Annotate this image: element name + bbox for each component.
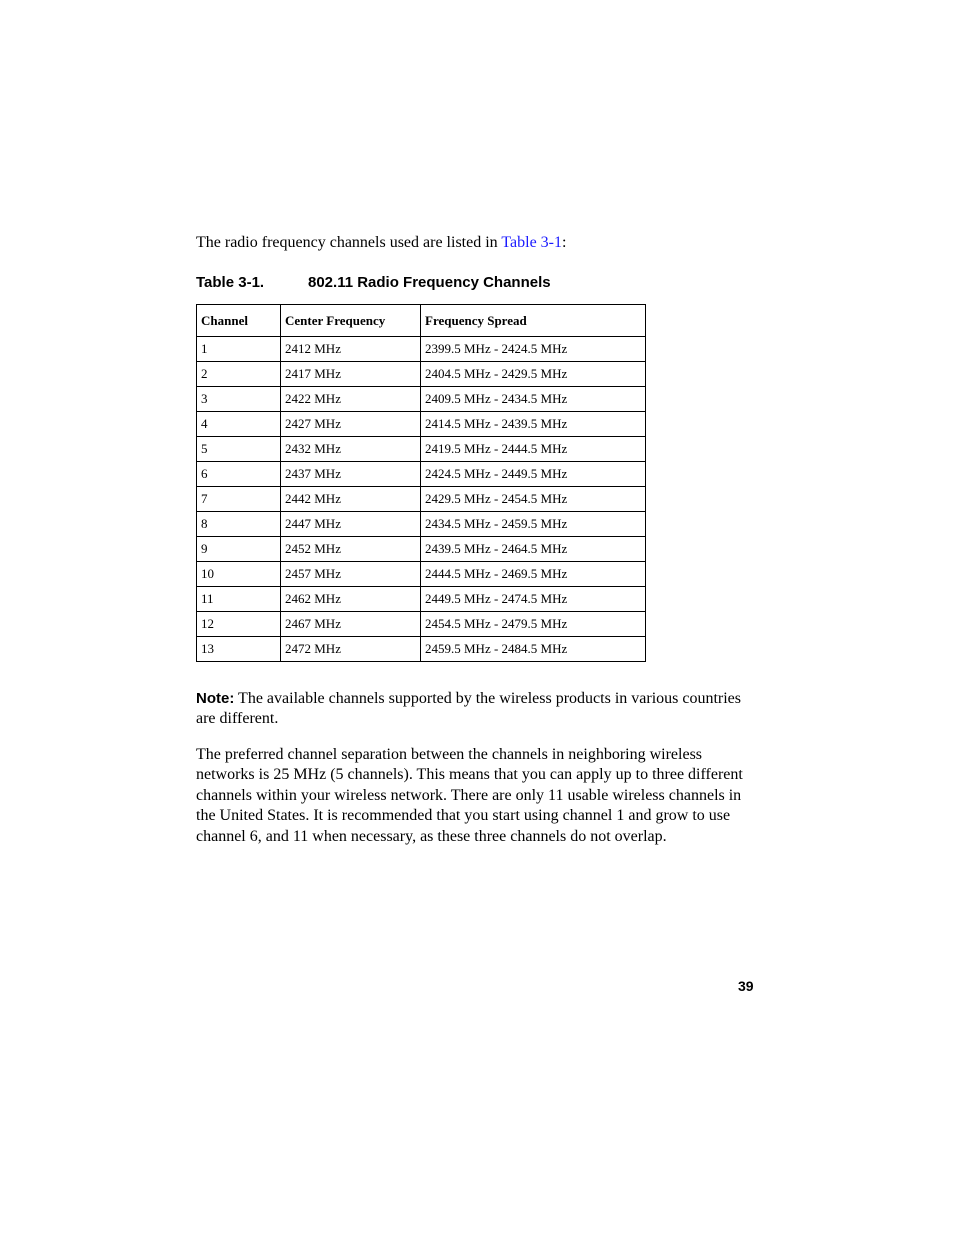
table-row (197, 587, 646, 612)
cell-frequency-spread: 2424.5 MHz - 2449.5 MHz (421, 462, 646, 487)
frequency-table (196, 304, 646, 662)
table-row (197, 412, 646, 437)
cell-center-frequency: 2457 MHz (281, 562, 421, 587)
cell-channel: 2 (197, 362, 281, 387)
note-label: Note: (196, 690, 235, 707)
cell-center-frequency: 2422 MHz (281, 387, 421, 412)
table-row (197, 362, 646, 387)
cell-channel: 1 (197, 337, 281, 362)
cell-channel: 12 (197, 612, 281, 637)
cell-channel: 10 (197, 562, 281, 587)
cell-frequency-spread: 2409.5 MHz - 2434.5 MHz (421, 387, 646, 412)
table-row (197, 487, 646, 512)
cell-center-frequency: 2462 MHz (281, 587, 421, 612)
cell-frequency-spread: 2404.5 MHz - 2429.5 MHz (421, 362, 646, 387)
table-row (197, 337, 646, 362)
intro-sentence (196, 232, 566, 254)
cell-channel: 5 (197, 437, 281, 462)
cell-frequency-spread: 2399.5 MHz - 2424.5 MHz (421, 337, 646, 362)
table-row (197, 637, 646, 662)
table-row (197, 562, 646, 587)
cell-center-frequency: 2432 MHz (281, 437, 421, 462)
table-body (197, 337, 646, 662)
cell-center-frequency: 2472 MHz (281, 637, 421, 662)
note-text: The available channels supported by the wireless products in various countries are different. (196, 690, 742, 727)
table-3-1-link[interactable]: Table 3-1 (501, 234, 563, 251)
cell-frequency-spread: 2414.5 MHz - 2439.5 MHz (421, 412, 646, 437)
cell-channel: 7 (197, 487, 281, 512)
cell-frequency-spread: 2434.5 MHz - 2459.5 MHz (421, 512, 646, 537)
cell-center-frequency: 2447 MHz (281, 512, 421, 537)
cell-center-frequency: 2427 MHz (281, 412, 421, 437)
intro-text: The radio frequency channels used are listed in (196, 234, 502, 251)
header-channel: Channel (197, 305, 281, 337)
cell-channel: 4 (197, 412, 281, 437)
cell-frequency-spread: 2439.5 MHz - 2464.5 MHz (421, 537, 646, 562)
cell-channel: 3 (197, 387, 281, 412)
cell-frequency-spread: 2454.5 MHz - 2479.5 MHz (421, 612, 646, 637)
table-row (197, 537, 646, 562)
page-number: 39 (738, 978, 754, 994)
cell-center-frequency: 2417 MHz (281, 362, 421, 387)
cell-frequency-spread: 2444.5 MHz - 2469.5 MHz (421, 562, 646, 587)
table-row (197, 512, 646, 537)
cell-frequency-spread: 2449.5 MHz - 2474.5 MHz (421, 587, 646, 612)
table-row (197, 462, 646, 487)
cell-frequency-spread: 2419.5 MHz - 2444.5 MHz (421, 437, 646, 462)
table-caption-label: Table 3-1. (196, 274, 265, 291)
table-caption (196, 274, 551, 291)
note-paragraph (196, 689, 756, 729)
table-row (197, 387, 646, 412)
cell-frequency-spread: 2459.5 MHz - 2484.5 MHz (421, 637, 646, 662)
cell-frequency-spread: 2429.5 MHz - 2454.5 MHz (421, 487, 646, 512)
body-paragraph: The preferred channel separation between the channels in neighboring wireless networks is 25 MHz (5 channels). This means that you can apply up to three different channels within your wireless network. There are only 11 usable wireless channels in the United States. It is recommended that you start using channel 1 and grow to use channel 6, and 11 when necessary, as these three channels do not overlap. (196, 746, 743, 845)
table-row (197, 612, 646, 637)
table-row (197, 437, 646, 462)
cell-center-frequency: 2442 MHz (281, 487, 421, 512)
table-header-row (197, 305, 646, 337)
cell-channel: 11 (197, 587, 281, 612)
table-caption-title: 802.11 Radio Frequency Channels (308, 274, 551, 291)
cell-center-frequency: 2412 MHz (281, 337, 421, 362)
cell-channel: 9 (197, 537, 281, 562)
intro-colon: : (562, 234, 567, 251)
cell-channel: 6 (197, 462, 281, 487)
cell-channel: 13 (197, 637, 281, 662)
cell-center-frequency: 2467 MHz (281, 612, 421, 637)
cell-center-frequency: 2452 MHz (281, 537, 421, 562)
cell-channel: 8 (197, 512, 281, 537)
header-frequency-spread: Frequency Spread (421, 305, 646, 337)
cell-center-frequency: 2437 MHz (281, 462, 421, 487)
header-center-frequency: Center Frequency (281, 305, 421, 337)
